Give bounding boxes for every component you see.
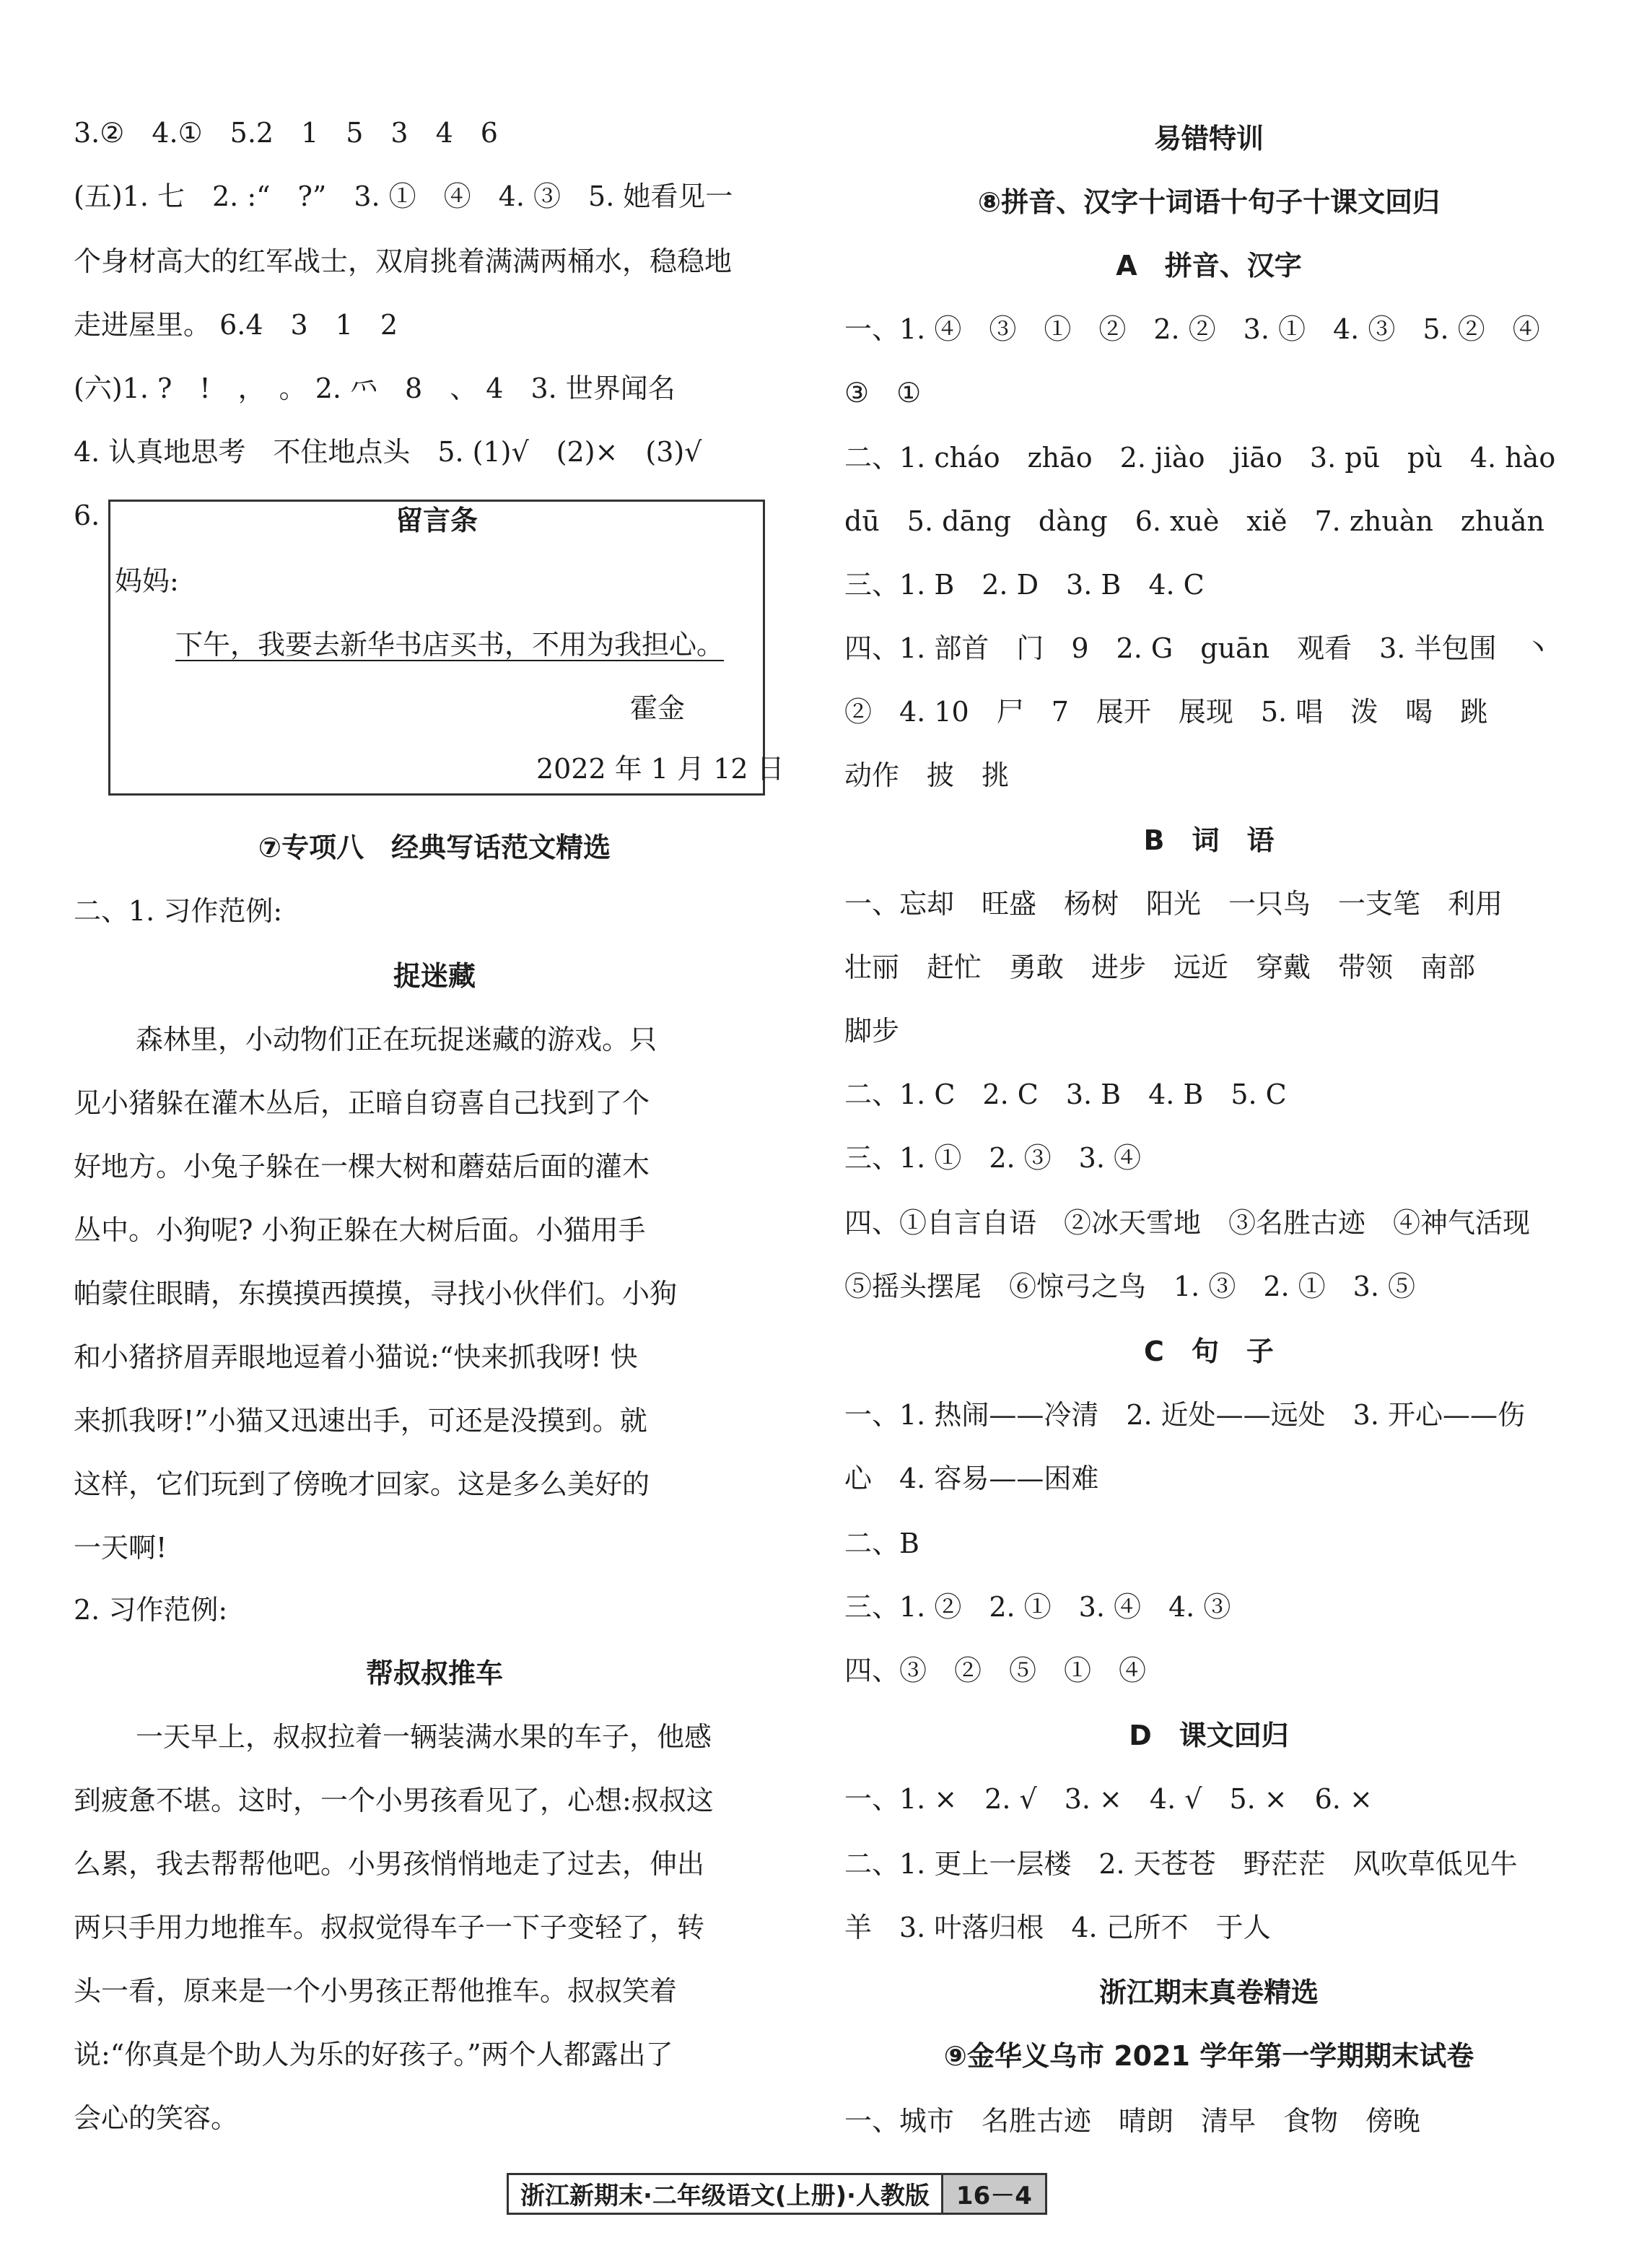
answer-line: 四、①自言自语 ②冰天雪地 ③名胜古迹 ④神气活现: [844, 1207, 1531, 1239]
answer-line: 四、1. 部首 门 9 2. G guān 观看 3. 半包围 丶: [844, 632, 1552, 664]
answer-line: 一、忘却 旺盛 杨树 阳光 一只鸟 一支笔 利用: [844, 888, 1503, 920]
section-heading: ⑧拼音、汉字十词语十句子十课文回归: [977, 186, 1441, 218]
essay-line: 一天啊!: [74, 1532, 167, 1564]
page-number: 16－4: [943, 2173, 1047, 2215]
essay-line: 么累，我去帮帮他吧。小男孩悄悄地走了过去，伸出: [74, 1848, 705, 1880]
essay-line: 说:“你真是个助人为乐的好孩子。”两个人都露出了: [74, 2039, 673, 2070]
answer-line: (五)1. 七 2. :“ ?” 3. ① ④ 4. ③ 5. 她看见一: [74, 180, 733, 212]
answer-line: 羊 3. 叶落归根 4. 己所不 于人: [844, 1912, 1271, 1943]
answer-line: ⑤摇头摆尾 ⑥惊弓之鸟 1. ③ 2. ① 3. ⑤: [844, 1271, 1416, 1302]
answer-line: 4. 认真地思考 不住地点头 5. (1)√ (2)× (3)√: [74, 436, 702, 468]
answer-line: 一、1. 热闹——冷清 2. 近处——远处 3. 开心——伤: [844, 1399, 1526, 1431]
essay-line: 会心的笑容。: [74, 2102, 239, 2134]
subsection-heading: D 课文回归: [1129, 1720, 1289, 1751]
essay-line: 头一看，原来是一个小男孩正帮他推车。叔叔笑着: [74, 1975, 678, 2007]
answer-line: 二、1. cháo zhāo 2. jiào jiāo 3. pū pù 4. hào: [844, 442, 1556, 474]
note-body: 下午，我要去新华书店买书，不用为我担心。: [175, 629, 725, 661]
answer-line: 6.: [74, 500, 100, 531]
page-footer: [507, 2173, 1047, 2215]
answer-line: 二、1. C 2. C 3. B 4. B 5. C: [844, 1079, 1287, 1110]
answer-line: 三、1. ① 2. ③ 3. ④: [844, 1142, 1142, 1174]
answer-line: 一、1. ④ ③ ① ② 2. ② 3. ① 4. ③ 5. ② ④: [844, 313, 1540, 345]
answer-line: 一、城市 名胜古迹 晴朗 清早 食物 傍晚: [844, 2105, 1421, 2137]
publication-label: 浙江新期末·二年级语文(上册)·人教版: [507, 2173, 943, 2215]
answer-line: ③ ①: [844, 377, 922, 409]
essay-line: 丛中。小狗呢? 小狗正躲在大树后面。小猫用手: [74, 1214, 646, 1246]
essay-intro: 二、1. 习作范例:: [74, 895, 283, 927]
answer-line: (六)1. ? ! ， 。 2. ⺤ 8 、 4 3. 世界闻名: [74, 373, 676, 404]
answer-line: 四、③ ② ⑤ ① ④: [844, 1655, 1147, 1686]
essay-line: 这样，它们玩到了傍晚才回家。这是多么美好的: [74, 1468, 650, 1500]
essay-intro: 2. 习作范例:: [74, 1594, 228, 1626]
answer-line: 动作 披 挑: [844, 759, 1010, 791]
subsection-heading: C 句 子: [1144, 1336, 1274, 1367]
message-note: [108, 500, 785, 796]
answer-line: 三、1. B 2. D 3. B 4. C: [844, 569, 1205, 601]
section-heading: 浙江期末真卷精选: [1098, 1977, 1319, 2008]
answer-line: 3.② 4.① 5.2 1 5 3 4 6: [74, 117, 498, 149]
essay-title: 帮叔叔推车: [365, 1657, 503, 1689]
essay-line: 森林里，小动物们正在玩捉迷藏的游戏。只: [136, 1024, 657, 1055]
subsection-heading: B 词 语: [1143, 824, 1275, 856]
answer-line: 一、1. × 2. √ 3. × 4. √ 5. × 6. ×: [844, 1783, 1373, 1815]
note-signature: 霍金: [630, 692, 686, 724]
essay-line: 好地方。小兔子躲在一棵大树和蘑菇后面的灌木: [74, 1151, 650, 1182]
essay-line: 一天早上，叔叔拉着一辆装满水果的车子，他感: [136, 1721, 712, 1753]
note-salutation: 妈妈:: [115, 565, 179, 597]
answer-line: ② 4. 10 尸 7 展开 展现 5. 唱 泼 喝 跳: [844, 696, 1488, 728]
answer-line: 壮丽 赶忙 勇敢 进步 远近 穿戴 带领 南部: [844, 951, 1476, 983]
essay-line: 和小猪挤眉弄眼地逗着小猫说:“快来抓我呀! 快: [74, 1341, 638, 1373]
essay-line: 来抓我呀!”小猫又迅速出手，可还是没摸到。就: [74, 1405, 647, 1437]
section-heading: ⑨金华义乌市 2021 学年第一学期期末试卷: [943, 2040, 1474, 2072]
answer-line: 脚步: [844, 1015, 900, 1047]
answer-line: 个身材高大的红军战士，双肩挑着满满两桶水，稳稳地: [74, 245, 733, 277]
essay-line: 两只手用力地推车。叔叔觉得车子一下子变轻了，转: [74, 1912, 705, 1943]
answer-line: 心 4. 容易——困难: [844, 1463, 1099, 1494]
answer-line: 二、B: [844, 1528, 919, 1559]
answer-line: dū 5. dāng dàng 6. xuè xiě 7. zhuàn zhuǎn: [844, 505, 1545, 537]
answer-line: 走进屋里。 6.4 3 1 2: [74, 309, 398, 341]
section-title: ⑦专项八 经典写话范文精选: [258, 832, 611, 863]
answer-line: 三、1. ② 2. ① 3. ④ 4. ③: [844, 1591, 1231, 1623]
essay-line: 帕蒙住眼睛，东摸摸西摸摸，寻找小伙伴们。小狗: [74, 1278, 678, 1310]
subsection-heading: A 拼音、汉字: [1116, 250, 1302, 282]
note-title: 留言条: [395, 504, 478, 536]
note-date: 2022 年 1 月 12 日: [536, 753, 785, 785]
section-heading: 易错特训: [1153, 123, 1264, 154]
essay-line: 到疲惫不堪。这时，一个小男孩看见了，心想:叔叔这: [74, 1785, 714, 1816]
essay-line: 见小猪躲在灌木丛后，正暗自窃喜自己找到了个: [74, 1087, 650, 1119]
essay-title: 捉迷藏: [393, 960, 476, 992]
answer-line: 二、1. 更上一层楼 2. 天苍苍 野茫茫 风吹草低见牛: [844, 1848, 1518, 1880]
